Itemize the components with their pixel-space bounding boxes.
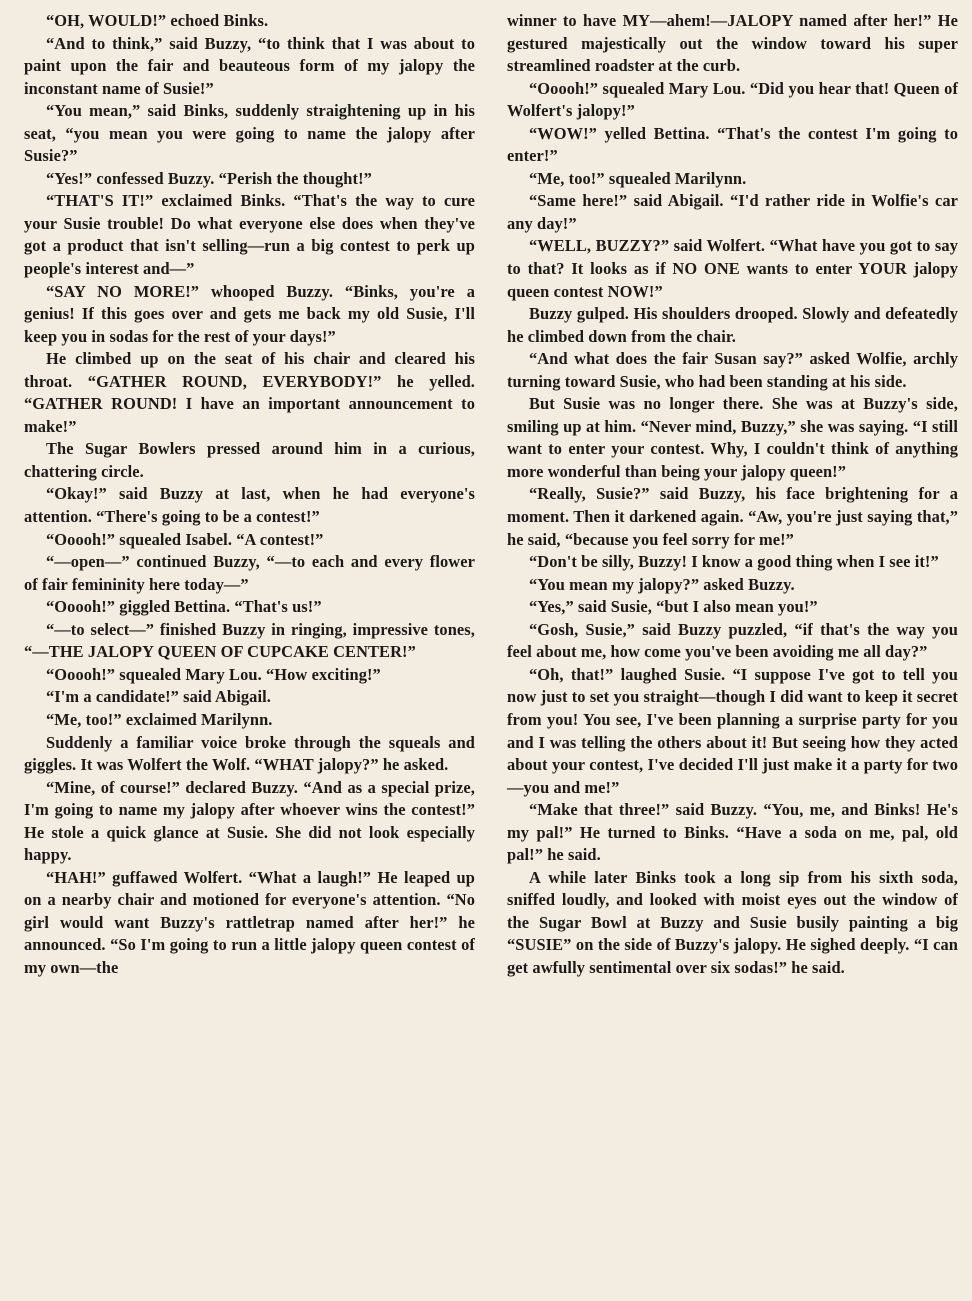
left-text-column: [24, 10, 475, 1301]
story-paragraph: “Ooooh!” squealed Mary Lou. “How exciting!”: [46, 664, 381, 684]
story-paragraph: “—open—” continued Buzzy, “—to each and every flower of fair femininity here today—”: [24, 552, 475, 594]
story-paragraph: “—to select—” finished Buzzy in ringing, impressive tones, “—THE JALOPY QUEEN OF CUPCAKE CENTER!”: [24, 619, 475, 662]
story-paragraph: “You mean my jalopy?” asked Buzzy.: [529, 574, 795, 594]
story-paragraph: Buzzy gulped. His shoulders drooped. Slowly and defeatedly he climbed down from the chair.: [507, 304, 958, 346]
story-paragraph: The Sugar Bowlers pressed around him in a curious, chattering circle.: [24, 439, 475, 481]
story-paragraph: “Yes!” confessed Buzzy. “Perish the thought!”: [46, 168, 372, 188]
story-paragraph: “You mean,” said Binks, suddenly straightening up in his seat, “you mean you were going to name the jalopy after Susie?”: [24, 101, 475, 166]
story-paragraph: “Me, too!” exclaimed Marilynn.: [46, 709, 273, 729]
story-paragraph: “WOW!” yelled Bettina. “That's the contest I'm going to enter!”: [507, 123, 958, 166]
story-paragraph: “Ooooh!” squealed Mary Lou. “Did you hear that! Queen of Wolfert's jalopy!”: [507, 78, 958, 121]
story-paragraph: Suddenly a familiar voice broke through the squeals and giggles. It was Wolfert the Wolf. “WHAT jalopy?” he asked.: [24, 732, 475, 775]
story-paragraph: “Gosh, Susie,” said Buzzy puzzled, “if that's the way you feel about me, how come you've been avoiding me all day?”: [507, 619, 958, 662]
story-paragraph: But Susie was no longer there. She was at Buzzy's side, smiling up at him. “Never mind, Buzzy,” she was saying. “I still want to enter your contest. Why, I couldn't think of anything more wonderful than being your jalopy queen!”: [507, 394, 958, 481]
story-paragraph: “Oh, that!” laughed Susie. “I suppose I've got to tell you now just to set you straight—though I did want to keep it secret from you! You see, I've been planning a surprise party for you and I was telling the others about it! But seeing how they acted about your contest, I've decided I'll just make it a party for two—you and me!”: [507, 664, 958, 797]
story-paragraph: “WELL, BUZZY?” said Wolfert. “What have you got to say to that? It looks as if NO ONE wants to enter YOUR jalopy queen contest NOW!”: [507, 236, 958, 301]
story-paragraph: “OH, WOULD!” echoed Binks.: [46, 11, 269, 30]
story-paragraph: “Okay!” said Buzzy at last, when he had everyone's attention. “There's going to be a contest!”: [24, 484, 475, 527]
story-paragraph: “Mine, of course!” declared Buzzy. “And as a special prize, I'm going to name my jalopy after whoever wins the contest!” He stole a quick glance at Susie. She did not look especially happy.: [24, 777, 475, 865]
story-paragraph: “THAT'S IT!” exclaimed Binks. “That's the way to cure your Susie trouble! Do what everyone else does when they've got a product that isn't selling—run a big contest to perk up people's interest and—”: [24, 191, 475, 279]
story-paragraph: “Ooooh!” giggled Bettina. “That's us!”: [46, 597, 322, 617]
story-paragraph: A while later Binks took a long sip from his sixth soda, sniffed loudly, and looked with moist eyes out the window of the Sugar Bowl at Buzzy and Susie busily painting a big “SUSIE” on the side of Buzzy's jalopy. He sighed deeply. “I can get awfully sentimental over six sodas!” he said.: [507, 867, 958, 977]
story-paragraph: “Ooooh!” squealed Isabel. “A contest!”: [46, 529, 324, 549]
story-paragraph: He climbed up on the seat of his chair and cleared his throat. “GATHER ROUND, EVERYBODY!” he yelled. “GATHER ROUND! I have an important announcement to make!”: [24, 349, 475, 436]
story-paragraph: “I'm a candidate!” said Abigail.: [46, 687, 271, 707]
story-paragraph: “Yes,” said Susie, “but I also mean you!”: [529, 597, 818, 617]
story-paragraph: “Don't be silly, Buzzy! I know a good thing when I see it!”: [529, 552, 939, 572]
story-paragraph: “Really, Susie?” said Buzzy, his face brightening for a moment. Then it darkened again. “Aw, you're just saying that,” he said, “because you feel sorry for me!”: [507, 484, 958, 549]
story-paragraph: “And to think,” said Buzzy, “to think that I was about to paint upon the fair and beauteous form of my jalopy the inconstant name of Susie!”: [24, 33, 475, 98]
story-paragraph: “Make that three!” said Buzzy. “You, me, and Binks! He's my pal!” He turned to Binks. “Have a soda on me, pal, old pal!” he said.: [507, 800, 958, 865]
story-paragraph: “HAH!” guffawed Wolfert. “What a laugh!” He leaped up on a nearby chair and motioned for everyone's attention. “No girl would want Buzzy's rattletrap named after her!” he announced. “So I'm going to run a little jalopy queen contest of my own—the: [24, 867, 475, 977]
story-paragraph: “And what does the fair Susan say?” asked Wolfie, archly turning toward Susie, who had been standing at his side.: [507, 349, 958, 391]
story-paragraph: winner to have MY—ahem!—JALOPY named after her!” He gestured majestically out the window toward his super streamlined roadster at the curb.: [507, 11, 958, 76]
story-paragraph: “Me, too!” squealed Marilynn.: [529, 168, 747, 188]
story-paragraph: “Same here!” said Abigail. “I'd rather ride in Wolfie's car any day!”: [507, 191, 958, 233]
right-text-column: [507, 10, 958, 1301]
story-paragraph: “SAY NO MORE!” whooped Buzzy. “Binks, you're a genius! If this goes over and gets me back my old Susie, I'll keep you in sodas for the rest of your days!”: [24, 281, 475, 346]
